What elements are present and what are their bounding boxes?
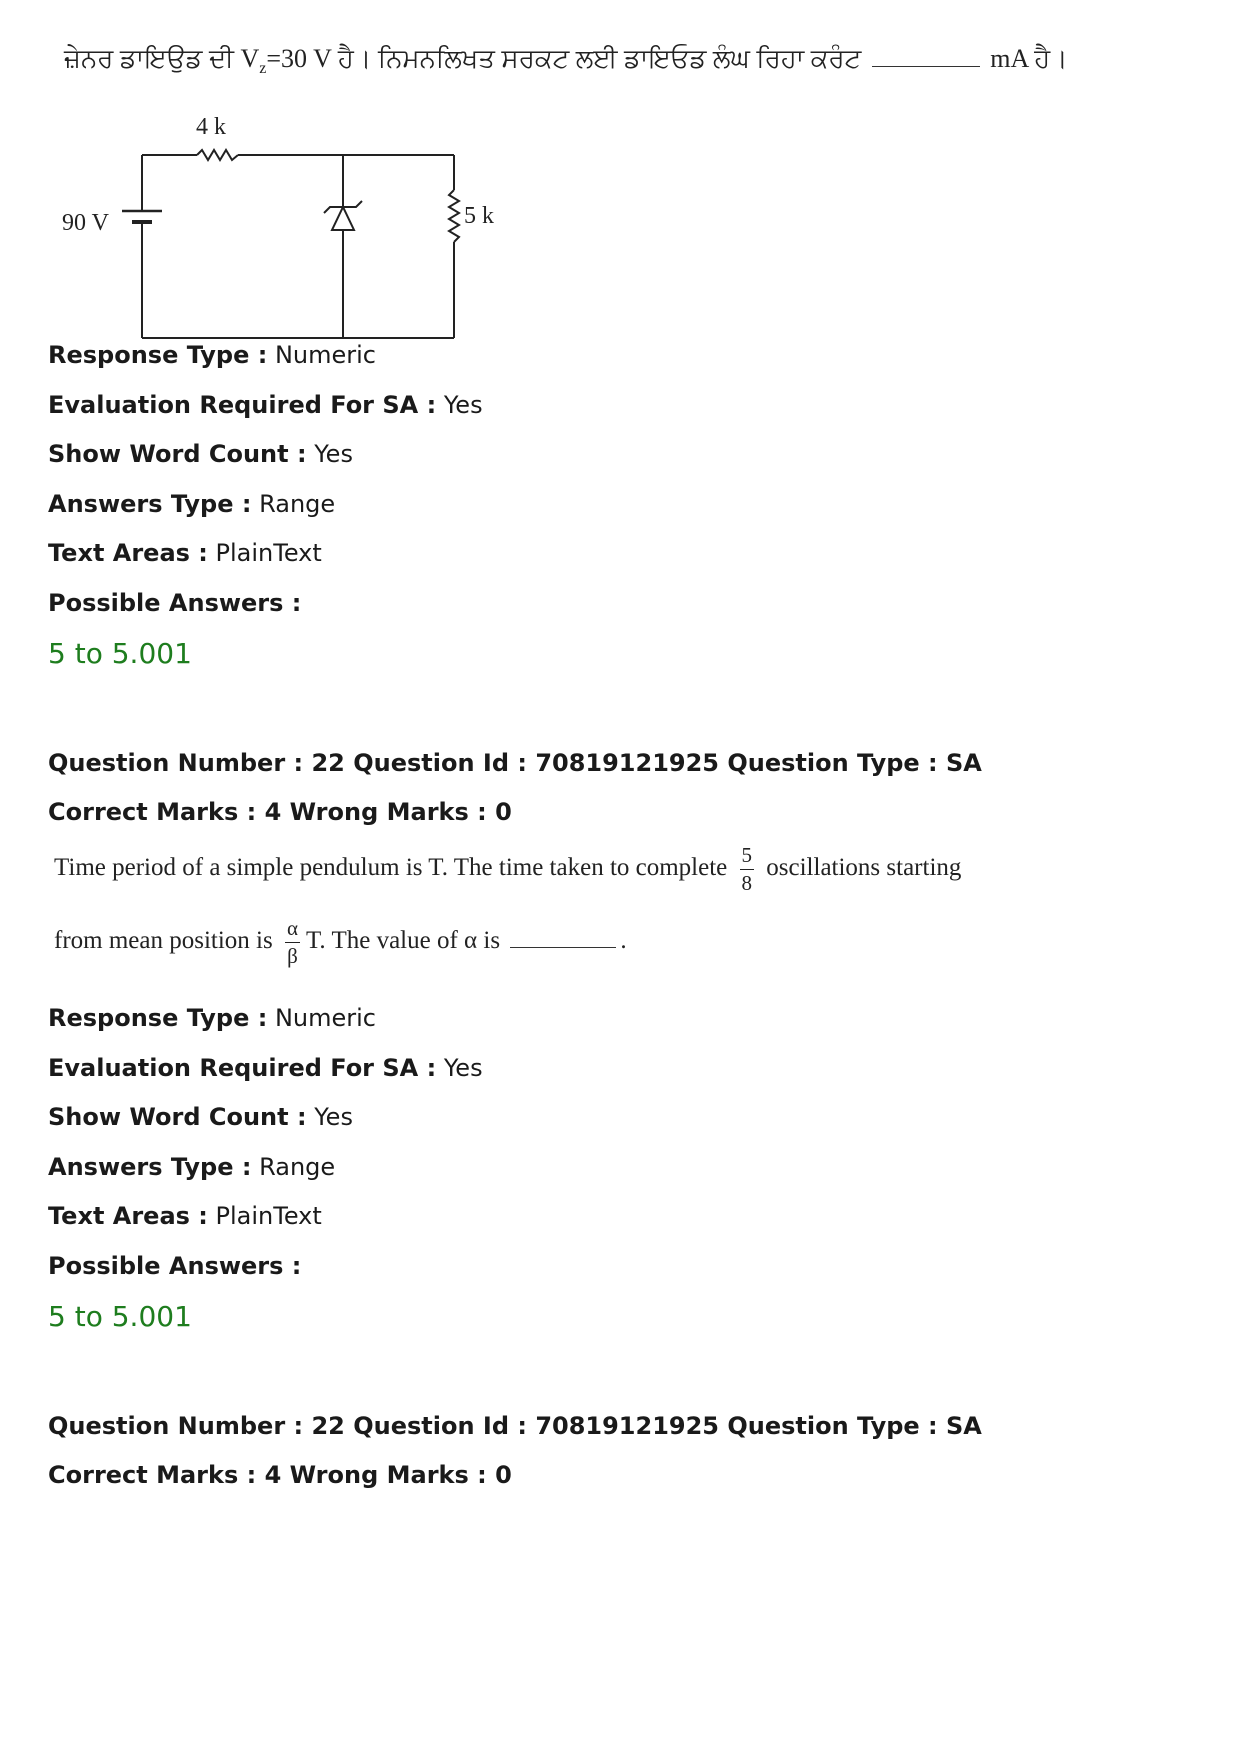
evaluation-label: Evaluation Required For SA : [48, 1054, 437, 1082]
question-1-pre: ਜ਼ੇਨਰ ਡਾਇਉਡ ਦੀ V [64, 44, 260, 73]
label-4k: 4 k [196, 114, 226, 140]
response-type-label: Response Type : [48, 341, 268, 369]
possible-answers-row [48, 1251, 301, 1281]
possible-answers-row [48, 588, 301, 618]
response-type-value: Numeric [274, 341, 376, 369]
answers-type-row [48, 489, 335, 519]
question-1-mid: =30 V ਹੈ। ਨਿਮਨਲਿਖਤ ਸਰਕਟ ਲਈ ਡਾਇਓਡ ਲੰਘ ਰਿਹਾ ਕਰੰਟ [266, 44, 862, 73]
response-type-value: Numeric [274, 1004, 376, 1032]
fraction-five-eighths [740, 845, 755, 894]
evaluation-value: Yes [443, 391, 483, 419]
text-areas-row [48, 538, 322, 568]
possible-answers-label: Possible Answers : [48, 589, 302, 617]
label-5k: 5 k [464, 203, 494, 229]
evaluation-label: Evaluation Required For SA : [48, 391, 437, 419]
question-1-subscript: z [259, 60, 267, 78]
resistor-4k [197, 150, 238, 160]
evaluation-row [48, 390, 483, 420]
word-count-label: Show Word Count : [48, 1103, 307, 1131]
label-90v: 90 V [62, 210, 109, 236]
evaluation-row [48, 1053, 483, 1083]
word-count-value: Yes [314, 440, 353, 468]
resistor-5k [449, 190, 459, 242]
fraction-numerator: α [285, 918, 300, 943]
answer-blank [872, 48, 980, 67]
question-1-text [64, 44, 1068, 78]
text-areas-label: Text Areas : [48, 1202, 208, 1230]
possible-answer-value: 5 to 5.001 [48, 637, 192, 670]
question-2-line-1 [54, 845, 961, 894]
question-header: Question Number : 22 Question Id : 70819121925 Question Type : SA [48, 1412, 982, 1440]
question-marks: Correct Marks : 4 Wrong Marks : 0 [48, 798, 512, 826]
answers-type-value: Range [259, 1153, 336, 1181]
fraction-alpha-beta [285, 918, 300, 967]
word-count-row [48, 1102, 353, 1132]
question-1-post: mA ਹੈ। [990, 44, 1068, 73]
text-areas-label: Text Areas : [48, 539, 208, 567]
fraction-numerator: 5 [740, 845, 755, 870]
possible-answers-label: Possible Answers : [48, 1252, 302, 1280]
fraction-denominator: β [287, 944, 298, 968]
possible-answer-value: 5 to 5.001 [48, 1300, 192, 1333]
response-type-label: Response Type : [48, 1004, 268, 1032]
question-2-line-2 [54, 918, 627, 967]
response-type-row [48, 1003, 376, 1033]
answers-type-label: Answers Type : [48, 490, 252, 518]
question-2-line-2-pre: from mean position is [54, 927, 273, 955]
word-count-label: Show Word Count : [48, 440, 307, 468]
zener-circuit-diagram [62, 110, 502, 350]
question-header: Question Number : 22 Question Id : 70819121925 Question Type : SA [48, 749, 982, 777]
question-2-line-1-post: oscillations starting [766, 854, 962, 882]
answer-blank [510, 929, 616, 948]
text-areas-value: PlainText [215, 539, 322, 567]
question-2-line-2-post: . [620, 927, 627, 955]
text-areas-value: PlainText [215, 1202, 322, 1230]
fraction-denominator: 8 [741, 871, 753, 895]
zener-diode-triangle [332, 207, 354, 230]
question-2-line-1-pre: Time period of a simple pendulum is T. The time taken to complete [54, 854, 728, 882]
text-areas-row [48, 1201, 322, 1231]
answers-type-value: Range [259, 490, 336, 518]
evaluation-value: Yes [443, 1054, 483, 1082]
word-count-row [48, 439, 353, 469]
question-marks: Correct Marks : 4 Wrong Marks : 0 [48, 1461, 512, 1489]
question-2-line-2-mid: T. The value of α is [306, 927, 501, 955]
answers-type-label: Answers Type : [48, 1153, 252, 1181]
word-count-value: Yes [314, 1103, 353, 1131]
response-type-row [48, 340, 376, 370]
answers-type-row [48, 1152, 335, 1182]
